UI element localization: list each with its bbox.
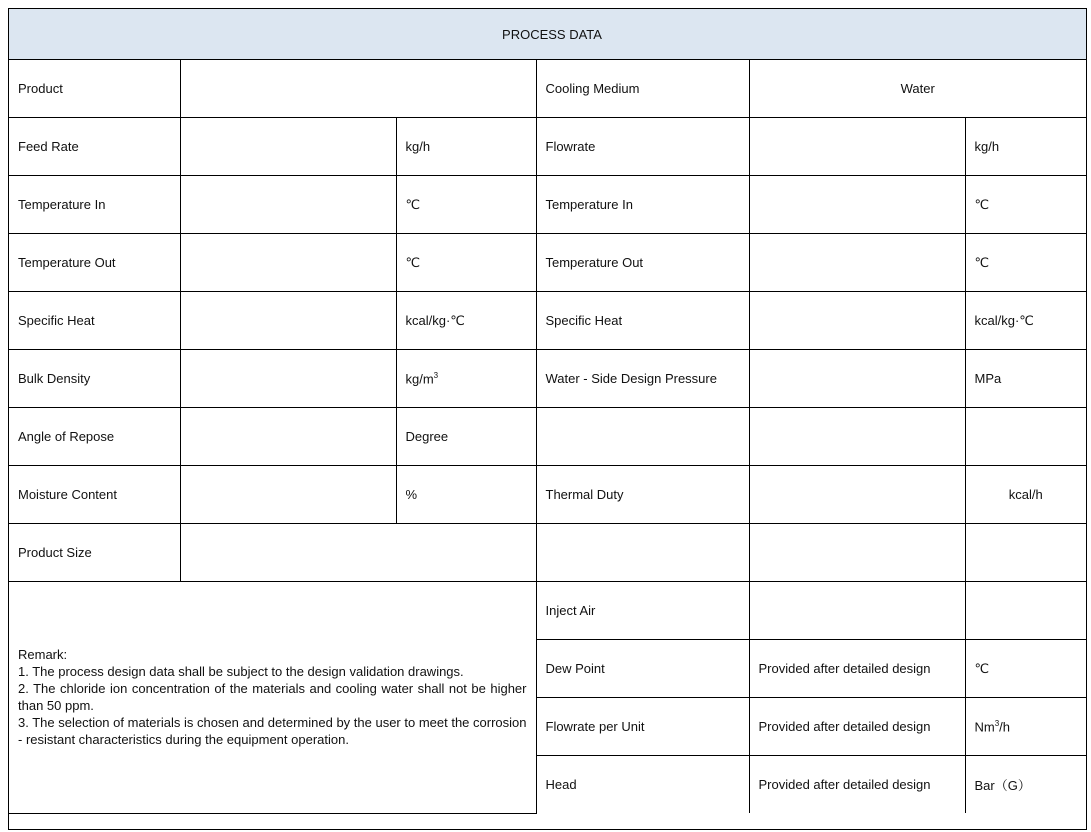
unit-base: Nm — [974, 719, 995, 735]
value-cell — [749, 292, 965, 350]
empty-cell — [536, 524, 749, 582]
product-value-cell — [180, 60, 536, 118]
row-label: Temperature Out — [536, 234, 749, 292]
unit-cell — [965, 698, 1086, 756]
row-label: Inject Air — [536, 582, 749, 640]
table-row — [9, 234, 1086, 292]
row-label: Dew Point — [536, 640, 749, 698]
value-cell: Provided after detailed design — [749, 640, 965, 698]
table-title: PROCESS DATA — [9, 9, 1086, 60]
row-label: Moisture Content — [9, 466, 180, 524]
row-label: Water - Side Design Pressure — [536, 350, 749, 408]
unit-cell: kg/h — [965, 118, 1086, 176]
unit-cell: Degree — [396, 408, 536, 466]
table-row — [9, 524, 1086, 582]
unit-cell: kcal/kg·℃ — [965, 292, 1086, 350]
unit-cell: Bar（G） — [965, 756, 1086, 814]
remark-title: Remark: — [18, 647, 68, 663]
value-cell — [749, 582, 965, 640]
unit-cell: ℃ — [965, 640, 1086, 698]
value-cell — [180, 408, 396, 466]
row-label: Feed Rate — [9, 118, 180, 176]
row-label: Head — [536, 756, 749, 814]
process-data-sheet — [8, 8, 1087, 830]
row-label: Flowrate — [536, 118, 749, 176]
unit-cell: ℃ — [965, 234, 1086, 292]
value-cell — [749, 466, 965, 524]
value-cell — [180, 350, 396, 408]
unit-tail: /h — [999, 719, 1011, 735]
unit-cell: kg/h — [396, 118, 536, 176]
remark-block — [9, 582, 536, 814]
value-cell: Provided after detailed design — [749, 698, 965, 756]
value-cell — [180, 176, 396, 234]
row-label: Thermal Duty — [536, 466, 749, 524]
row-label: Temperature In — [536, 176, 749, 234]
unit-superscript: 3 — [433, 370, 439, 380]
value-cell — [749, 176, 965, 234]
unit-cell: % — [396, 466, 536, 524]
row-label: Cooling Medium — [536, 60, 749, 118]
table-row — [9, 176, 1086, 234]
product-size-value-cell — [180, 524, 536, 582]
unit-cell: kcal/h — [965, 466, 1086, 524]
remark-line: 2. The chloride ion concentration of the materials and cooling water shall not be higher than 50 ppm. — [18, 681, 527, 714]
remark-line: 3. The selection of materials is chosen and determined by the user to meet the corrosion - resistant characteristics during the equipment operation. — [18, 715, 527, 748]
empty-cell — [749, 408, 965, 466]
unit-cell: MPa — [965, 350, 1086, 408]
cooling-medium-value: Water — [749, 60, 1086, 118]
row-label: Temperature In — [9, 176, 180, 234]
unit-superscript: 3 — [994, 718, 1000, 728]
table-row — [9, 350, 1086, 408]
table-row — [9, 118, 1086, 176]
table-row — [9, 466, 1086, 524]
empty-cell — [749, 524, 965, 582]
value-cell — [749, 234, 965, 292]
empty-cell — [965, 524, 1086, 582]
unit-cell: ℃ — [396, 234, 536, 292]
value-cell — [749, 118, 965, 176]
row-label: Temperature Out — [9, 234, 180, 292]
unit-cell — [965, 582, 1086, 640]
remark-line: 1. The process design data shall be subject to the design validation drawings. — [18, 664, 464, 680]
empty-cell — [536, 408, 749, 466]
row-label: Product Size — [9, 524, 180, 582]
unit-cell — [396, 350, 536, 408]
row-label: Product — [9, 60, 180, 118]
row-label: Angle of Repose — [9, 408, 180, 466]
header-row — [9, 9, 1086, 60]
unit-cell: ℃ — [396, 176, 536, 234]
row-label: Bulk Density — [9, 350, 180, 408]
row-label: Flowrate per Unit — [536, 698, 749, 756]
value-cell — [180, 234, 396, 292]
table-row — [9, 60, 1086, 118]
table-row — [9, 408, 1086, 466]
process-data-table — [9, 9, 1086, 814]
unit-base: kg/m — [405, 371, 434, 387]
empty-cell — [965, 408, 1086, 466]
row-label: Specific Heat — [9, 292, 180, 350]
row-label: Specific Heat — [536, 292, 749, 350]
value-cell — [180, 292, 396, 350]
table-row — [9, 292, 1086, 350]
table-row — [9, 582, 1086, 640]
unit-cell: kcal/kg·℃ — [396, 292, 536, 350]
unit-cell: ℃ — [965, 176, 1086, 234]
value-cell — [749, 350, 965, 408]
value-cell — [180, 118, 396, 176]
value-cell: Provided after detailed design — [749, 756, 965, 814]
value-cell — [180, 466, 396, 524]
